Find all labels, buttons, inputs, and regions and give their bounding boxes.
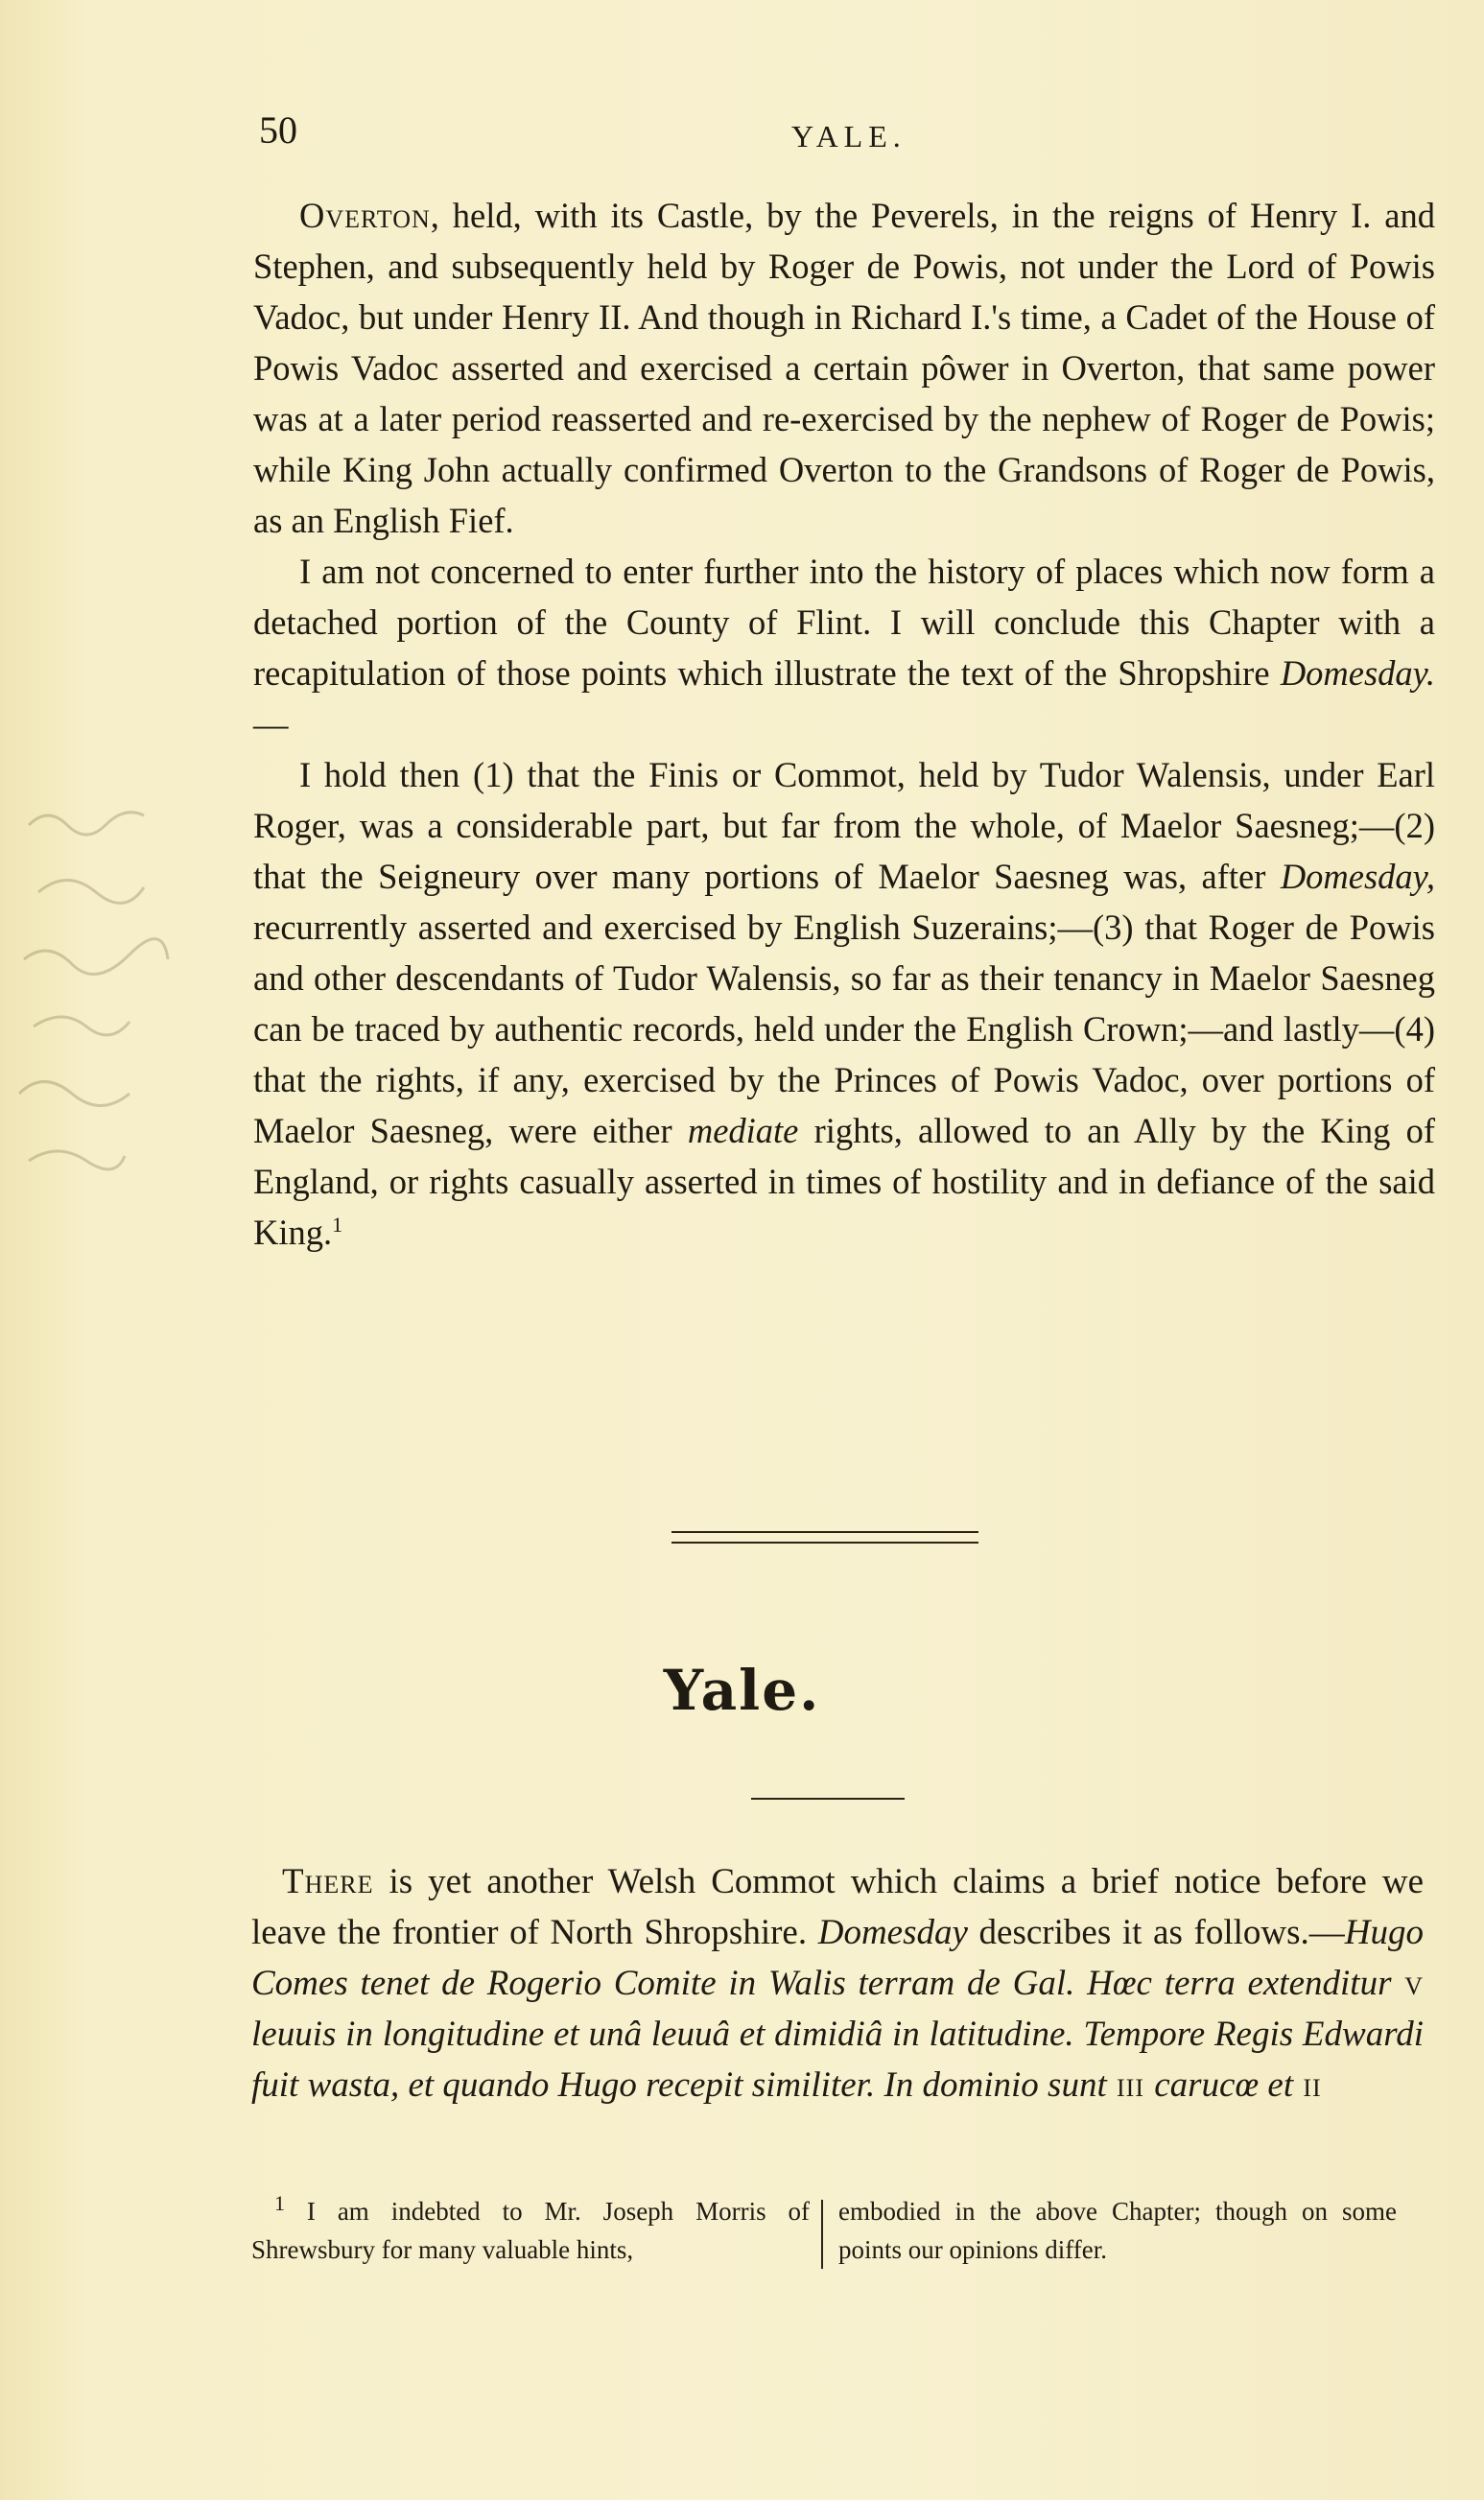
footnote-left-text: I am indebted to Mr. Joseph Morris of Shrewsbury for many valuable hints, <box>251 2197 810 2264</box>
yale-lead: There <box>282 1862 374 1901</box>
yale-italic-2: Hugo Comes tenet de Rogerio Comite in Walis terram de Gal. Hœc terra extenditur <box>251 1913 1424 2003</box>
footnote-marker: 1 <box>274 2191 285 2215</box>
footnote-right-column <box>838 2192 1397 2269</box>
margin-handwriting <box>10 767 230 1228</box>
yale-text-b: describes it as follows.— <box>967 1913 1345 1952</box>
paragraph-yale <box>251 1856 1424 2111</box>
overton-lead: Overton <box>299 196 431 235</box>
page-number: 50 <box>259 108 297 152</box>
footnote-column-divider <box>821 2200 823 2269</box>
section-divider-double-rule <box>671 1531 978 1544</box>
footnote-right-text: embodied in the above Chapter; though on some points our opinions differ. <box>838 2197 1397 2264</box>
footnote-left-column <box>251 2192 810 2269</box>
paragraph-overton <box>253 190 1435 546</box>
footnote-reference: 1 <box>332 1212 343 1237</box>
concern-end: — <box>253 704 289 743</box>
yale-roman-2: iii <box>1106 2065 1155 2105</box>
yale-italic-3: leuuis in longitudine et unâ leuuâ et dimidiâ in latitudine. Tempore Regis Edwardi fuit wasta, et quando Hugo recepit similiter. In dominio sunt <box>251 2015 1424 2105</box>
yale-roman-3: ii <box>1293 2065 1322 2105</box>
body-text <box>253 190 1435 1258</box>
recap-b: recurrently asserted and exercised by English Suzerains;—(3) that Roger de Powis and other descendants of Tudor Walensis, so far as their tenancy in Maelor Saesneg can be traced by authentic records, held under the English Crown;—and lastly—(4) that the rights, if any, exercised by the Princes of Powis Vadoc, over portions of Maelor Saesneg, were either <box>253 908 1435 1150</box>
running-head <box>259 107 1439 155</box>
yale-roman-1: v <box>1391 1964 1424 2003</box>
yale-italic-4: carucœ et <box>1154 2065 1294 2105</box>
overton-text: , held, with its Castle, by the Peverels, in the reigns of Henry I. and Stephen, and subsequently held by Roger de Powis, not under the Lord of Powis Vadoc, but under Henry II. And though in Richard I.'s time, a Cadet of the House of Powis Vadoc asserted and exercised a certain pôwer in Overton, that same power was at a later period reasserted and re-exercised by the nephew of Roger de Powis; while King John actually confirmed Overton to the Grandsons of Roger de Powis, as an English Fief. <box>253 196 1435 540</box>
yale-italic-1: Domesday <box>817 1913 968 1952</box>
recap-italic-2: mediate <box>687 1111 799 1150</box>
concern-text: I am not concerned to enter further into the history of places which now form a detached portion of the County of Flint. I will conclude this Chapter with a recapitulation of those points which illustrate the text of the Shropshire <box>253 552 1435 693</box>
concern-italic: Domesday. <box>1280 653 1435 693</box>
running-title: YALE. <box>791 119 907 153</box>
recap-italic-1: Domesday, <box>1280 857 1435 896</box>
paragraph-recapitulation <box>253 749 1435 1258</box>
section-title: Yale. <box>663 1658 821 1723</box>
recap-c: rights, allowed to an Ally by the King of England, or rights casually asserted in times of hostility and in defiance of the said King. <box>253 1111 1435 1252</box>
yale-text-a: is yet another Welsh Commot which claims a brief notice before we leave the frontier of North Shropshire. <box>251 1862 1424 1952</box>
section-title-rule <box>751 1798 905 1800</box>
paragraph-concern <box>253 546 1435 749</box>
section-text <box>251 1856 1424 2111</box>
recap-a: I hold then (1) that the Finis or Commot, held by Tudor Walensis, under Earl Roger, was a considerable part, but far from the whole, of Maelor Saesneg;—(2) that the Seigneury over many portions of Maelor Saesneg was, after <box>253 755 1435 896</box>
